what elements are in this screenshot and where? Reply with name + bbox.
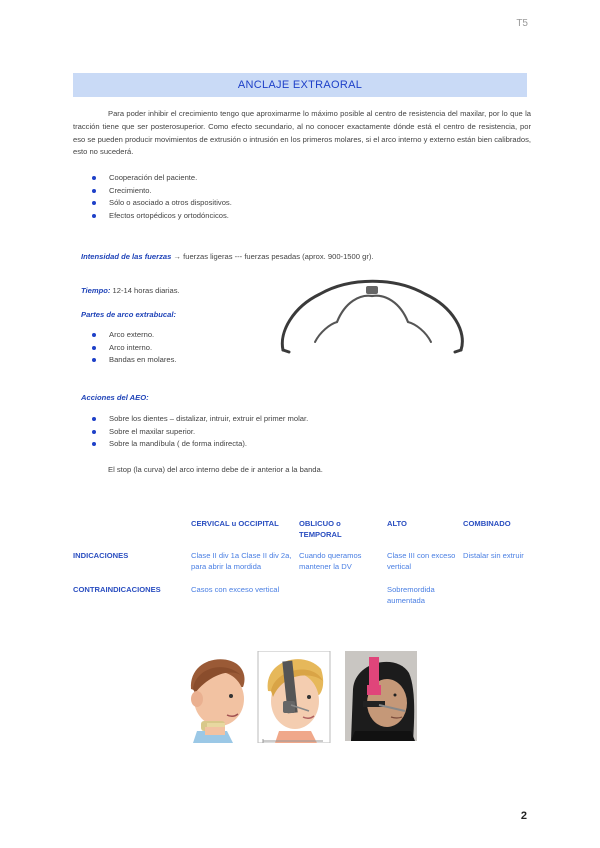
table-cell: [463, 585, 533, 606]
acciones-heading: [81, 393, 149, 402]
intensity-label: Intensidad de las fuerzas: [81, 252, 172, 261]
aeo-types-table: [73, 519, 533, 606]
list-item: Arco externo.: [90, 329, 177, 342]
list-item: Sólo o asociado a otros dispositivos.: [90, 197, 232, 210]
table-header: CERVICAL u OCCIPITAL: [191, 519, 279, 528]
list-item: Sobre el maxilar superior.: [90, 426, 308, 439]
table-header: COMBINADO: [463, 519, 511, 528]
table-cell: Sobremordida aumentada: [387, 585, 435, 605]
tiempo-text: 12-14 horas diarias.: [110, 286, 180, 295]
list-item: Bandas en molares.: [90, 354, 177, 367]
table-cell: [299, 585, 387, 606]
row-label: CONTRAINDICACIONES: [73, 585, 161, 594]
section-title: ANCLAJE EXTRAORAL: [73, 73, 527, 97]
table-header: ALTO: [387, 519, 407, 528]
list-item: Arco interno.: [90, 342, 177, 355]
table-header-row: [73, 519, 533, 551]
table-row: [73, 585, 533, 606]
partes-label: Partes de arco extrabucal:: [81, 310, 176, 319]
cervical-headgear-illustration: [183, 651, 255, 743]
table-cell: Distalar sin extruir: [463, 551, 524, 560]
headgear-photo: [345, 651, 417, 741]
intro-paragraph: Para poder inhibir el crecimiento tengo que aproximarme lo máximo posible al centro de resistencia del maxilar, por lo que la tracción tiene que ser posterosuperior. Como efecto secundario, al no conocer exactamente dónde está el centro de resistencia, por eso se pueden producir movimientos de extrusión o intrusión en los primeros molares, si el arco interno y externo están bien calibrados, esto no sucederá.: [73, 109, 531, 157]
table-cell: Casos con exceso vertical: [191, 585, 280, 594]
headgear-images: [183, 651, 419, 748]
headgear-illustrations: [183, 651, 419, 743]
partes-heading: [81, 310, 176, 319]
table-header: OBLICUO o TEMPORAL: [299, 519, 342, 539]
intensity-text: → fuerzas ligeras --- fuerzas pesadas (aprox. 900-1500 gr).: [171, 252, 374, 261]
list-item: Sobre la mandíbula ( de forma indirecta).: [90, 438, 308, 451]
table-cell: Cuando queramos mantener la DV: [299, 551, 362, 571]
acciones-label: Acciones del AEO:: [81, 393, 149, 402]
high-pull-headgear-illustration: [258, 651, 330, 743]
table-cell: Clase II div 1a Clase II div 2a, para abrir la mordida: [191, 551, 292, 571]
table-cell: Clase III con exceso vertical: [387, 551, 456, 571]
partes-list: [90, 329, 177, 367]
page-header-tag: T5: [516, 18, 528, 29]
tiempo-line: [81, 286, 180, 295]
intensity-line: [81, 252, 373, 261]
facebow-arch-illustration: [275, 272, 471, 358]
list-item: Sobre los dientes – distalizar, intruir, extruir el primer molar.: [90, 413, 308, 426]
requirements-list: [90, 172, 232, 222]
tiempo-label: Tiempo:: [81, 286, 111, 295]
list-item: Cooperación del paciente.: [90, 172, 232, 185]
page-number: 2: [520, 810, 527, 822]
table-header-empty: [73, 519, 191, 551]
table-row: [73, 551, 533, 585]
list-item: Efectos ortopédicos y ortodóncicos.: [90, 210, 232, 223]
stop-note: El stop (la curva) del arco interno debe de ir anterior a la banda.: [108, 465, 323, 474]
acciones-list: [90, 413, 308, 451]
list-item: Crecimiento.: [90, 185, 232, 198]
row-label: INDICACIONES: [73, 551, 129, 560]
